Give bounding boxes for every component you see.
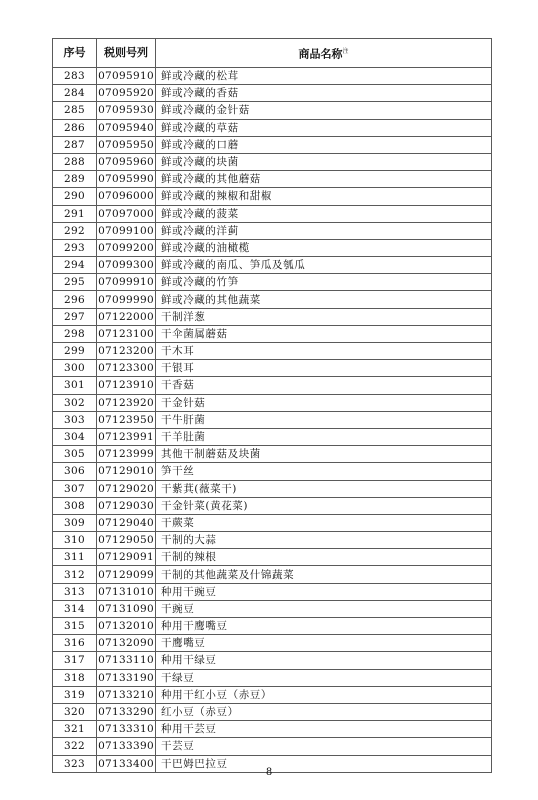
cell-name: 其他干制蘑菇及块菌: [156, 446, 492, 463]
cell-seq: 322: [53, 738, 97, 755]
cell-name: 干制的辣根: [156, 549, 492, 566]
table-row: [53, 257, 492, 274]
cell-seq: 314: [53, 600, 97, 617]
cell-code: 07097000: [97, 205, 156, 222]
cell-seq: 303: [53, 411, 97, 428]
cell-name: 干紫萁(薇菜干): [156, 480, 492, 497]
cell-code: 07095910: [97, 68, 156, 85]
table-row: [53, 686, 492, 703]
cell-seq: 288: [53, 153, 97, 170]
cell-seq: 296: [53, 291, 97, 308]
cell-code: 07123920: [97, 394, 156, 411]
cell-name: 鲜或冷藏的松茸: [156, 68, 492, 85]
cell-code: 07132090: [97, 635, 156, 652]
table-row: [53, 428, 492, 445]
cell-code: 07099300: [97, 257, 156, 274]
cell-name: 笋干丝: [156, 463, 492, 480]
table-row: [53, 171, 492, 188]
table-row: [53, 136, 492, 153]
cell-seq: 318: [53, 669, 97, 686]
cell-seq: 298: [53, 325, 97, 342]
cell-code: 07099990: [97, 291, 156, 308]
header-name: [156, 39, 492, 68]
cell-name: 鲜或冷藏的油橄榄: [156, 239, 492, 256]
cell-code: 07132010: [97, 618, 156, 635]
cell-name: 干牛肝菌: [156, 411, 492, 428]
table-row: [53, 394, 492, 411]
cell-seq: 299: [53, 343, 97, 360]
cell-code: 07123200: [97, 343, 156, 360]
cell-name: 鲜或冷藏的金针菇: [156, 102, 492, 119]
cell-name: 干绿豆: [156, 669, 492, 686]
table-row: [53, 85, 492, 102]
cell-code: 07095920: [97, 85, 156, 102]
cell-seq: 292: [53, 222, 97, 239]
cell-seq: 315: [53, 618, 97, 635]
cell-seq: 287: [53, 136, 97, 153]
cell-name: 干蕨菜: [156, 514, 492, 531]
cell-name: 干金针菇: [156, 394, 492, 411]
cell-name: 干制的其他蔬菜及什锦蔬菜: [156, 566, 492, 583]
cell-seq: 308: [53, 497, 97, 514]
cell-seq: 305: [53, 446, 97, 463]
cell-code: 07099200: [97, 239, 156, 256]
table-row: [53, 635, 492, 652]
header-name-note: 注: [342, 47, 349, 55]
cell-name: 鲜或冷藏的块菌: [156, 153, 492, 170]
cell-name: 鲜或冷藏的南瓜、笋瓜及瓠瓜: [156, 257, 492, 274]
table-row: [53, 532, 492, 549]
cell-name: 干银耳: [156, 360, 492, 377]
cell-code: 07096000: [97, 188, 156, 205]
cell-seq: 294: [53, 257, 97, 274]
cell-seq: 283: [53, 68, 97, 85]
cell-code: 07123300: [97, 360, 156, 377]
table-row: [53, 583, 492, 600]
page-number: 8: [265, 767, 273, 778]
table-row: [53, 618, 492, 635]
table-row: [53, 652, 492, 669]
table-row: [53, 497, 492, 514]
cell-name: 种用干绿豆: [156, 652, 492, 669]
cell-seq: 302: [53, 394, 97, 411]
table-row: [53, 703, 492, 720]
cell-code: 07123950: [97, 411, 156, 428]
cell-code: 07129099: [97, 566, 156, 583]
cell-code: 07099100: [97, 222, 156, 239]
cell-code: 07131010: [97, 583, 156, 600]
cell-seq: 289: [53, 171, 97, 188]
tariff-table: [52, 38, 492, 773]
table-row: [53, 325, 492, 342]
cell-seq: 286: [53, 119, 97, 136]
table-header-row: [53, 39, 492, 68]
header-name-label: 商品名称: [298, 47, 343, 61]
cell-code: 07129091: [97, 549, 156, 566]
cell-name: 干芸豆: [156, 738, 492, 755]
cell-name: 鲜或冷藏的辣椒和甜椒: [156, 188, 492, 205]
table-row: [53, 480, 492, 497]
cell-code: 07133190: [97, 669, 156, 686]
cell-code: 07129030: [97, 497, 156, 514]
cell-seq: 300: [53, 360, 97, 377]
cell-code: 07122000: [97, 308, 156, 325]
cell-name: 鲜或冷藏的洋蓟: [156, 222, 492, 239]
cell-name: 鲜或冷藏的其他蘑菇: [156, 171, 492, 188]
cell-code: 07095960: [97, 153, 156, 170]
cell-seq: 290: [53, 188, 97, 205]
cell-code: 07133210: [97, 686, 156, 703]
cell-name: 鲜或冷藏的草菇: [156, 119, 492, 136]
cell-code: 07129040: [97, 514, 156, 531]
cell-seq: 316: [53, 635, 97, 652]
cell-seq: 293: [53, 239, 97, 256]
cell-code: 07133390: [97, 738, 156, 755]
cell-seq: 323: [53, 755, 97, 772]
table-row: [53, 291, 492, 308]
cell-seq: 321: [53, 721, 97, 738]
table-row: [53, 669, 492, 686]
cell-seq: 319: [53, 686, 97, 703]
cell-code: 07123910: [97, 377, 156, 394]
cell-code: 07095930: [97, 102, 156, 119]
cell-name: 鲜或冷藏的竹笋: [156, 274, 492, 291]
cell-seq: 295: [53, 274, 97, 291]
cell-code: 07133310: [97, 721, 156, 738]
cell-name: 干制的大蒜: [156, 532, 492, 549]
cell-name: 干鹰嘴豆: [156, 635, 492, 652]
cell-name: 干木耳: [156, 343, 492, 360]
cell-name: 种用干红小豆（赤豆）: [156, 686, 492, 703]
cell-seq: 297: [53, 308, 97, 325]
cell-name: 种用干鹰嘴豆: [156, 618, 492, 635]
cell-code: 07095940: [97, 119, 156, 136]
table-row: [53, 411, 492, 428]
table-row: [53, 566, 492, 583]
cell-seq: 310: [53, 532, 97, 549]
cell-name: 干伞菌属蘑菇: [156, 325, 492, 342]
table-row: [53, 360, 492, 377]
cell-code: 07123100: [97, 325, 156, 342]
cell-seq: 307: [53, 480, 97, 497]
table-row: [53, 188, 492, 205]
cell-code: 07133290: [97, 703, 156, 720]
cell-name: 干香菇: [156, 377, 492, 394]
cell-code: 07131090: [97, 600, 156, 617]
cell-seq: 284: [53, 85, 97, 102]
table-row: [53, 463, 492, 480]
cell-seq: 285: [53, 102, 97, 119]
table-row: [53, 274, 492, 291]
cell-seq: 313: [53, 583, 97, 600]
table-row: [53, 343, 492, 360]
cell-name: 鲜或冷藏的口蘑: [156, 136, 492, 153]
cell-name: 红小豆（赤豆）: [156, 703, 492, 720]
cell-code: 07095990: [97, 171, 156, 188]
cell-code: 07129050: [97, 532, 156, 549]
cell-name: 干金针菜(黄花菜): [156, 497, 492, 514]
cell-name: 干制洋葱: [156, 308, 492, 325]
table-row: [53, 239, 492, 256]
table-row: [53, 738, 492, 755]
cell-seq: 312: [53, 566, 97, 583]
header-seq: 序号: [53, 39, 97, 68]
table-row: [53, 600, 492, 617]
cell-seq: 291: [53, 205, 97, 222]
table-row: [53, 102, 492, 119]
cell-name: 种用干豌豆: [156, 583, 492, 600]
cell-seq: 317: [53, 652, 97, 669]
cell-code: 07133400: [97, 755, 156, 772]
table-row: [53, 377, 492, 394]
table-row: [53, 68, 492, 85]
cell-code: 07129020: [97, 480, 156, 497]
cell-code: 07133110: [97, 652, 156, 669]
cell-seq: 306: [53, 463, 97, 480]
cell-code: 07123999: [97, 446, 156, 463]
cell-code: 07123991: [97, 428, 156, 445]
cell-name: 种用干芸豆: [156, 721, 492, 738]
header-code: 税则号列: [97, 39, 156, 68]
cell-name: 鲜或冷藏的菠菜: [156, 205, 492, 222]
cell-name: 干豌豆: [156, 600, 492, 617]
table-row: [53, 153, 492, 170]
cell-seq: 311: [53, 549, 97, 566]
cell-name: 鲜或冷藏的香菇: [156, 85, 492, 102]
table-row: [53, 119, 492, 136]
cell-seq: 301: [53, 377, 97, 394]
table-row: [53, 514, 492, 531]
cell-name: 干巴姆巴拉豆: [156, 755, 492, 772]
cell-code: 07099910: [97, 274, 156, 291]
table-row: [53, 446, 492, 463]
cell-seq: 309: [53, 514, 97, 531]
cell-name: 干羊肚菌: [156, 428, 492, 445]
cell-seq: 304: [53, 428, 97, 445]
table-row: [53, 308, 492, 325]
cell-code: 07095950: [97, 136, 156, 153]
table-row: [53, 205, 492, 222]
table-row: [53, 549, 492, 566]
cell-code: 07129010: [97, 463, 156, 480]
cell-seq: 320: [53, 703, 97, 720]
table-row: [53, 721, 492, 738]
table-row: [53, 222, 492, 239]
cell-name: 鲜或冷藏的其他蔬菜: [156, 291, 492, 308]
